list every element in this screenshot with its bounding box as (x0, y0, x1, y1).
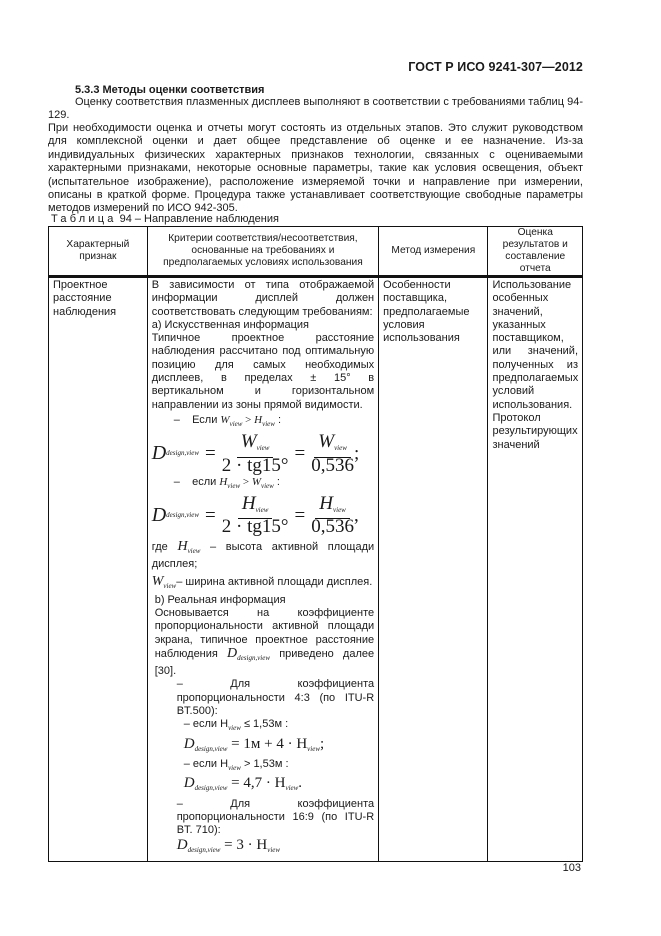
subscript: design,view (194, 784, 228, 793)
ratio-4-3-formula2: $D_{design,view} = 4,7 \cdot H_{view}$. (183, 775, 303, 793)
symbol-d: D (227, 645, 238, 661)
subscript: design,view (194, 744, 228, 753)
fraction (311, 493, 354, 538)
criteria-intro: В зависимости от типа отображаемой информации дисплей должен соответствовать следующим требованиям: (151, 279, 375, 318)
fraction (221, 493, 289, 538)
symbol-w: W (251, 475, 261, 488)
subscript: view (334, 444, 347, 453)
denominator: 2 · tg15° (221, 454, 289, 476)
subscript: view (262, 419, 275, 428)
punctuation: ; (353, 442, 360, 464)
subscript: view (228, 724, 241, 733)
formula-1: D design,view = $\frac{W_{view}}{2 \cdot tg15^\circ}$ = $\frac{W_{view}}{0,536}$ ; (151, 431, 360, 476)
symbol-h: H (177, 538, 188, 554)
b-text-end: приведено далее [30]. (154, 647, 375, 678)
caption-prefix: Таблица (51, 213, 117, 225)
numerator: W (240, 431, 257, 453)
symbol-d: D (151, 441, 167, 464)
cell-method: Особенности поставщика, предполагаемые условия использования (379, 277, 488, 862)
condition-h-greater-w: – если $H_{view} > W_{view}$ : (173, 475, 280, 490)
condition: – если H (183, 718, 229, 731)
ratio-4-3-label: – Для коэффициента пропорциональности 4:3 (по ITU-R BT.500): (176, 678, 375, 718)
header-evaluation: Оценка результатов и составление отчета (488, 227, 583, 277)
cell-characteristic: Проектное расстояние наблюдения (49, 277, 148, 862)
criteria-b-text (152, 607, 374, 678)
operator: > (240, 475, 252, 488)
definition-text: – высота активной площади дисплея; (151, 540, 375, 571)
paragraph-intro: Оценку соответствия плазменных дисплеев выполняют в соответствии с требованиями таблиц 94-129. (48, 96, 583, 122)
table-caption (51, 213, 279, 225)
formula-rhs: = 1м + 4 · H (231, 735, 308, 752)
symbol-w: W (220, 413, 230, 426)
numerator: H (241, 493, 256, 515)
condition-word: если (192, 475, 217, 488)
condition: – если H (183, 757, 229, 770)
operator: > (242, 413, 255, 426)
table-header-row (49, 227, 583, 277)
condition-word: Если (192, 413, 218, 426)
symbol-d: D (151, 503, 167, 526)
punctuation: , (353, 504, 359, 526)
where-w-definition (152, 575, 374, 593)
symbol-h: H (219, 475, 228, 488)
ratio-4-3-cond2 (152, 758, 374, 775)
condition-rest: ≤ 1,53м : (240, 718, 289, 731)
subscript: view (187, 546, 201, 555)
header-criteria: Критерии соответствия/несоответствия, основанные на требованиях и предполагаемых условиях использования (147, 227, 378, 277)
subscript: design,view (166, 448, 200, 457)
subscript: view (256, 444, 270, 453)
subscript: view (228, 763, 241, 772)
subscript: view (333, 506, 346, 515)
section-title: 5.3.3 Методы оценки соответствия (75, 84, 265, 96)
condition-rest: > 1,53м : (240, 757, 289, 770)
subscript: view (255, 506, 269, 515)
header-characteristic: Характерный признак (49, 227, 148, 277)
criteria-b-title: b) Реальная информация (154, 593, 286, 606)
where-h-definition (152, 540, 374, 572)
denominator: 0,536 (311, 454, 354, 476)
denominator: 0,536 (311, 516, 354, 538)
table-row (49, 277, 583, 862)
punctuation: . (298, 775, 303, 792)
dash: – (173, 413, 180, 426)
subscript: view (307, 744, 320, 753)
cell-evaluation: Использование особенных значений, указанных поставщиком, или значений, полученных из предполагаемых условий использования. Протокол результирующих значений (488, 277, 583, 862)
numerator: W (318, 431, 335, 453)
fraction (221, 431, 289, 476)
where-prefix: где (151, 540, 168, 553)
subscript: view (229, 419, 243, 428)
punctuation: ; (320, 735, 325, 752)
ratio-16-9-formula: $D_{design,view} = 3 \cdot H_{view}$ (176, 837, 281, 855)
subscript: view (227, 481, 241, 490)
ratio-4-3-cond1 (152, 718, 374, 735)
criteria-a-title: а) Искусственная информация (151, 318, 310, 331)
subscript: view (267, 846, 281, 855)
page-number: 103 (562, 862, 581, 874)
paragraph-details: При необходимости оценка и отчеты могут состоять из отдельных этапов. Это служит руководством для комплексной оценки и дает общее представление об оценке и ее назначение. Из-за индивидуальных физических характерных признаков технологии, связанных с оцениваемыми характерными признаками, некоторые основные параметры, такие как условия освещения, объект (испытательное изображение), расположение измеряемой точки и направление при измерении, описаны в краткой форме. Процедура также устанавливает соответствующие свободные параметры методов измерений по ИСО 942-305. (48, 122, 583, 215)
caption-text: 94 – Направление наблюдения (116, 213, 279, 225)
symbol-h: H (254, 413, 263, 426)
subscript: design,view (166, 510, 200, 519)
b-text: Основывается на коэффициенте пропорциональности активной площади экрана, типичное проектное расстояние наблюдения (154, 606, 375, 660)
document-header: ГОСТ Р ИСО 9241-307—2012 (408, 60, 583, 74)
ratio-16-9-label: – Для коэффициента пропорциональности 16:9 (по ITU-R BT. 710): (176, 797, 375, 837)
formula-2: D design,view = $\frac{H_{view}}{2 \cdot tg15^\circ}$ = $\frac{H_{view}}{0,536}$ , (151, 493, 359, 538)
fraction (311, 431, 354, 476)
criteria-a-text: Типичное проектное расстояние наблюдения рассчитано под оптимальную позицию для самых необходимых дисплеев, в пределах ± 15° в вертикальном и горизонтальном направлении из зоны прямой видимости. (151, 332, 375, 411)
subscript: view (163, 582, 177, 591)
dash: – (173, 475, 180, 488)
subscript: design,view (187, 846, 221, 855)
header-method: Метод измерения (379, 227, 488, 277)
denominator: 2 · tg15° (221, 516, 289, 538)
ratio-4-3-formula1: $D_{design,view} = 1м + 4 \cdot H_{view}$; (183, 735, 325, 753)
cell-criteria (147, 277, 378, 862)
subscript: design,view (237, 653, 271, 662)
symbol-w: W (151, 574, 164, 590)
formula-rhs: = 3 · H (224, 837, 268, 854)
numerator: H (319, 493, 334, 515)
subscript: view (285, 784, 299, 793)
requirements-table (48, 226, 583, 862)
condition-w-greater-h: – Если $W_{view} > H_{view}$ : (173, 413, 282, 428)
formula-rhs: = 4,7 · H (231, 775, 286, 792)
subscript: view (261, 481, 274, 490)
definition-text: – ширина активной площади дисплея. (176, 576, 373, 589)
